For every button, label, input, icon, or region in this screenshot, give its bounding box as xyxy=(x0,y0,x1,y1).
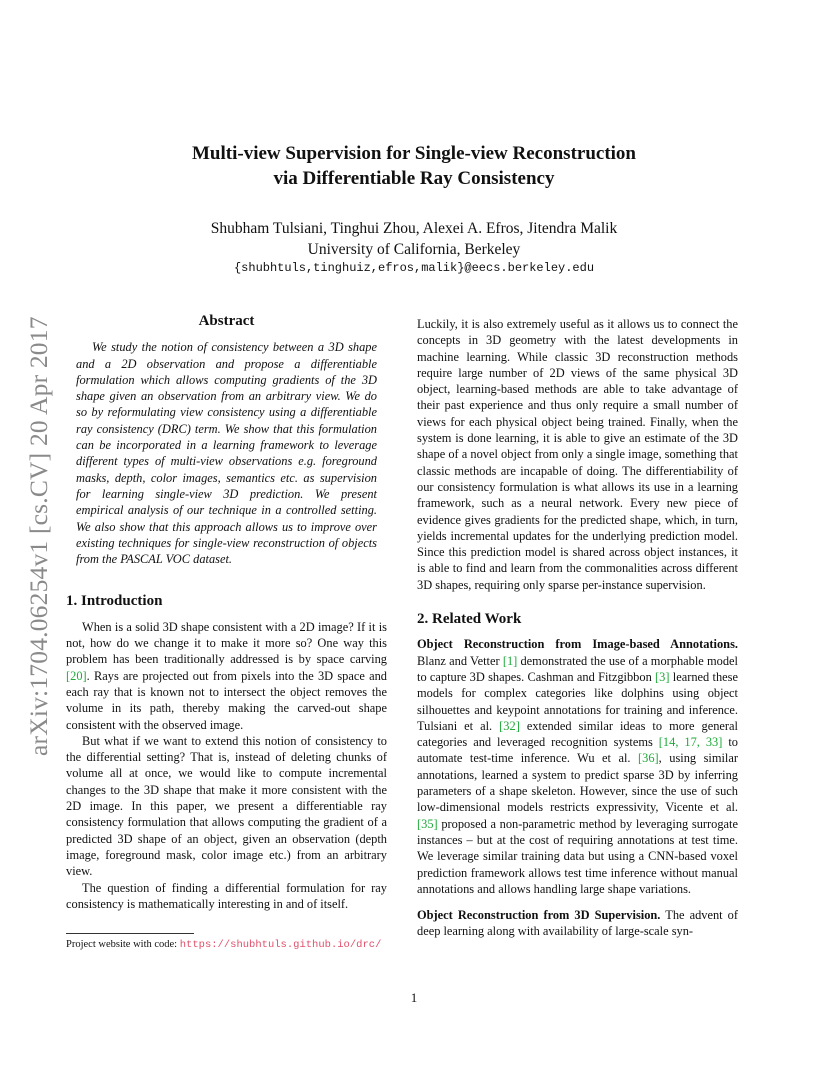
left-column xyxy=(66,313,387,912)
right-column xyxy=(417,316,738,940)
author-emails: {shubhtuls,tinghuiz,efros,malik}@eecs.berkeley.edu xyxy=(233,261,595,275)
arxiv-identifier: arXiv:1704.06254v1 [cs.CV] 20 Apr 2017 xyxy=(24,316,53,756)
footnote xyxy=(66,938,396,952)
citation-link[interactable]: [14, 17, 33] xyxy=(658,735,723,750)
abstract-text: We study the notion of consistency between a 3D shape and a 2D observation and propose a differentiable formulation which allows computing gradients of the 3D shape given an observation from an arbitrary view. We do so by reformulating view consistency using a differentiable ray consistency (DRC) term. We show that this formulation can be incorporated in a learning framework to leverage different types of multi-view observations e.g. foreground masks, depth, color images, semantics etc. as supervision for learning single-view 3D prediction. We present empirical analysis of our technique in a controlled setting. We also show that this approach allows us to improve over existing techniques for single-view reconstruction of objects from the PASCAL VOC dataset. xyxy=(76,340,377,567)
project-website-link[interactable]: https://shubhtuls.github.io/drc/ xyxy=(179,939,382,951)
author-names: Shubham Tulsiani, Tinghui Zhou, Alexei A. Efros, Jitendra Malik xyxy=(210,220,618,237)
paper-title xyxy=(0,141,828,191)
citation-link[interactable]: [20] xyxy=(66,668,87,683)
abstract-heading: Abstract xyxy=(198,313,255,329)
citation-link[interactable]: [35] xyxy=(417,816,438,831)
related-paragraph-1: Object Reconstruction from Image-based Annotations. Blanz and Vetter [1] demonstrated the use of a morphable model to capture 3D shapes. Cashman and Fitzgibbon [3] learned these models for complex categories like dolphins using object silhouettes and keypoint annotations for training and inference. Tulsiani et al. [32] extended similar ideas to more general categories and leveraged recognition systems [14, 17, 33] to automate test-time inference. Wu et al. [36], using similar annotations, learned a system to predict sparse 3D by inferring parameters of a shape skeleton. However, since the use of such low-dimensional models restricts expressivity, Vicente et al. [35] proposed a non-parametric method by leveraging surrogate instances – but at the cost of requiring annotations at test time. We leverage similar training data but using a CNN-based voxel prediction framework allows test time inference without manual annotations and allows handling large shape variations. xyxy=(417,637,739,896)
citation-link[interactable]: [3] xyxy=(655,669,670,684)
related-paragraph-2: Object Reconstruction from 3D Supervision. The advent of deep learning along with availability of large-scale syn- xyxy=(417,908,738,939)
page-number: 1 xyxy=(410,990,418,1005)
title-line-2: via Differentiable Ray Consistency xyxy=(273,168,555,189)
intro-paragraph-3: The question of finding a differential formulation for ray consistency is mathematically interesting in and of itself. xyxy=(66,880,387,911)
introduction-heading: 1. Introduction xyxy=(66,593,163,610)
intro-paragraph-2: But what if we want to extend this notion of consistency to the differential setting? That is, instead of deleting chunks of volume all at once, we would like to compute incremental changes to the 3D shape that make it more consistent with the 2D image. In this paper, we present a differentiable ray consistency formulation that allows computing the gradient of a predicted 3D shape of an object, given an observation (depth image, foreground mask, color image etc.) from an arbitrary view. xyxy=(66,733,387,879)
author-block xyxy=(0,218,828,260)
affiliation: University of California, Berkeley xyxy=(307,241,521,258)
citation-link[interactable]: [36] xyxy=(638,751,659,766)
title-line-1: Multi-view Supervision for Single-view Reconstruction xyxy=(191,143,636,164)
intro-paragraph-1: When is a solid 3D shape consistent with a 2D image? If it is not, how do we change it to make it more so? One way this problem has been traditionally addressed is by space carving [20]. Rays are projected out from pixels into the 3D space and each ray that is known not to intersect the object removes the volume in its path, thereby making the carved-out shape consistent with the observed image. xyxy=(66,619,387,732)
citation-link[interactable]: [32] xyxy=(499,718,520,733)
arxiv-side-label xyxy=(24,286,52,756)
citation-link[interactable]: [1] xyxy=(502,653,518,668)
footnote-divider xyxy=(66,933,194,934)
intro-paragraph-3-continued: Luckily, it is also extremely useful as it allows us to connect the concepts in 3D geometry with the latest developments in machine learning. While classic 3D reconstruction methods require large number of 2D views of the same physical 3D object, learning-based methods are able to take advantage of their past experience and thus only require a small number of views for each physical object being trained. Finally, when the system is done learning, it is able to give an estimate of the 3D shape of a novel object from only a single image, something that classic methods are incapable of doing. The differentiability of our consistency formulation is what allows its use in a learning framework, such as a neural network. Every new piece of evidence gives gradients for the predicted shape, which, in turn, yields incremental updates for the underlying prediction model. Since this prediction model is shared across object instances, it is able to find and learn from the commonalities across different 3D shapes, requiring only sparse per-instance supervision. xyxy=(417,317,738,592)
paragraph-heading: Object Reconstruction from Image-based Annotations. xyxy=(417,637,738,652)
footnote-text: Project website with code: xyxy=(66,939,180,950)
related-work-heading: 2. Related Work xyxy=(417,611,522,628)
paragraph-heading: Object Reconstruction from 3D Supervision. xyxy=(417,908,661,923)
